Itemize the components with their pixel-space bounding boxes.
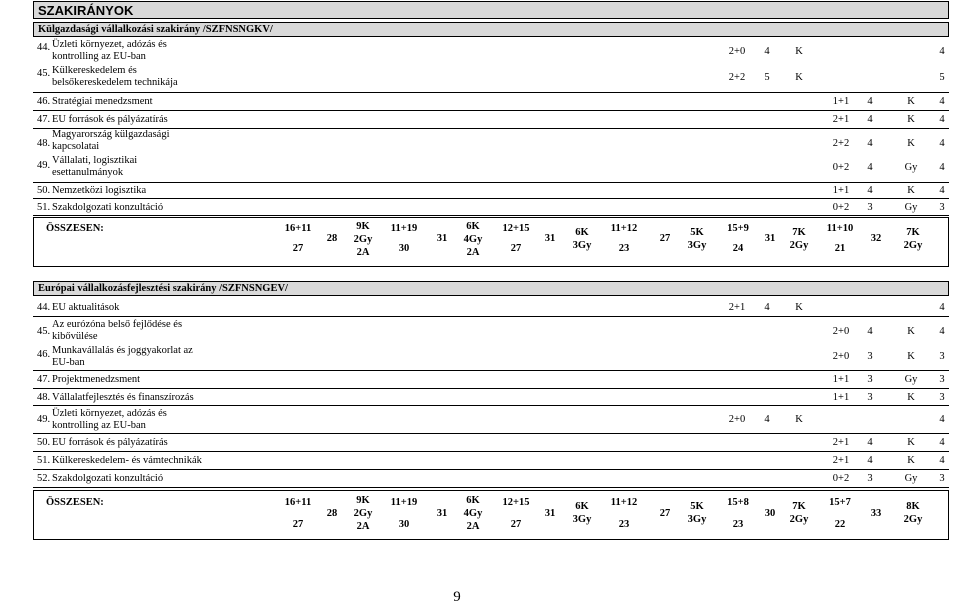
total-value: 8K [906, 501, 920, 512]
total-value: 2Gy [789, 240, 809, 251]
row-credit-total: 4 [939, 414, 945, 425]
row-divider [33, 487, 949, 488]
row-subject: EU források és pályázatírás [52, 114, 168, 125]
row-number: 51. [37, 202, 51, 213]
row-exam-type: K [907, 351, 915, 362]
row-number: 50. [37, 185, 51, 196]
total-value: 32 [870, 233, 882, 244]
row-credits: 3 [867, 392, 873, 403]
row-exam-type: K [907, 392, 915, 403]
total-value: 27 [659, 508, 671, 519]
row-credit-total: 4 [939, 302, 945, 313]
row-exam-type: Gy [904, 374, 918, 385]
row-exam-type: K [907, 437, 915, 448]
row-credit-total: 4 [939, 162, 945, 173]
total-value: 28 [326, 233, 338, 244]
row-hours: 2+0 [728, 46, 746, 57]
total-value: 11+12 [610, 497, 638, 508]
total-value: 7K [906, 227, 920, 238]
total-value: 4Gy [463, 234, 483, 245]
total-value: 2Gy [903, 240, 923, 251]
total-value: 2Gy [353, 234, 373, 245]
total-value: 6K [466, 495, 480, 506]
total-value: 9K [356, 495, 370, 506]
row-hours: 2+0 [728, 414, 746, 425]
row-credits: 4 [867, 455, 873, 466]
row-credits: 3 [867, 202, 873, 213]
row-hours: 2+1 [832, 437, 850, 448]
row-credit-total: 4 [939, 455, 945, 466]
row-number: 52. [37, 473, 51, 484]
row-exam-type: K [907, 114, 915, 125]
row-exam-type: K [795, 414, 803, 425]
total-value: 9K [356, 221, 370, 232]
total-value: 27 [510, 519, 522, 530]
total-value: 31 [436, 233, 448, 244]
row-credits: 4 [867, 326, 873, 337]
row-credit-total: 4 [939, 46, 945, 57]
total-value: 31 [544, 233, 556, 244]
row-credit-total: 4 [939, 138, 945, 149]
row-number: 46. [37, 349, 51, 360]
row-subject: EU aktualitások [52, 302, 120, 313]
row-number: 49. [37, 414, 51, 425]
row-exam-type: Gy [904, 202, 918, 213]
row-hours: 2+2 [832, 138, 850, 149]
row-subject: EU források és pályázatírás [52, 437, 168, 448]
section-1-header: Külgazdasági vállalkozási szakirány /SZFNSNGKV/ [33, 22, 949, 37]
total-value: 24 [732, 243, 744, 254]
row-credits: 4 [764, 302, 770, 313]
page-title: SZAKIRÁNYOK [33, 1, 949, 19]
row-exam-type: K [907, 326, 915, 337]
total-value: 15+9 [727, 223, 749, 234]
row-subject: Szakdolgozati konzultáció [52, 202, 164, 213]
row-divider [33, 433, 949, 434]
row-hours: 1+1 [832, 374, 850, 385]
row-exam-type: K [907, 138, 915, 149]
row-subject: Munkavállalás és joggyakorlat az EU-ban [52, 345, 193, 368]
row-divider [33, 92, 949, 93]
row-credits: 3 [867, 351, 873, 362]
row-hours: 2+2 [728, 72, 746, 83]
row-subject: Vállalatfejlesztés és finanszírozás [52, 392, 194, 403]
row-hours: 2+0 [832, 326, 850, 337]
total-value: 27 [510, 243, 522, 254]
total-value: 2A [356, 521, 370, 532]
total-value: 2Gy [903, 514, 923, 525]
row-credits: 4 [867, 114, 873, 125]
row-subject: Nemzetközi logisztika [52, 185, 147, 196]
row-number: 45. [37, 326, 51, 337]
page-number: 9 [453, 589, 461, 605]
row-number: 51. [37, 455, 51, 466]
row-exam-type: K [795, 46, 803, 57]
row-credits: 5 [764, 72, 770, 83]
total-value: 11+19 [390, 497, 418, 508]
total-value: 11+19 [390, 223, 418, 234]
row-credits: 3 [867, 374, 873, 385]
row-credits: 4 [867, 162, 873, 173]
row-credits: 4 [867, 138, 873, 149]
row-divider [33, 215, 949, 216]
total-label: ÖSSZESEN: [46, 223, 104, 234]
total-label: ÖSSZESEN: [46, 497, 104, 508]
row-divider [33, 469, 949, 470]
row-number: 50. [37, 437, 51, 448]
row-subject: Üzleti környezet, adózás és kontrolling az EU-ban [52, 39, 167, 62]
total-value: 28 [326, 508, 338, 519]
total-value: 5K [690, 227, 704, 238]
row-exam-type: K [795, 302, 803, 313]
total-value: 16+11 [284, 497, 312, 508]
total-value: 3Gy [572, 514, 592, 525]
row-divider [33, 198, 949, 199]
row-divider [33, 316, 949, 317]
row-number: 48. [37, 138, 51, 149]
row-credit-total: 3 [939, 374, 945, 385]
total-value: 33 [870, 508, 882, 519]
total-value: 7K [792, 501, 806, 512]
total-value: 31 [436, 508, 448, 519]
row-divider [33, 182, 949, 183]
row-divider [33, 128, 949, 129]
row-credit-total: 4 [939, 114, 945, 125]
row-divider [33, 451, 949, 452]
row-credits: 4 [867, 185, 873, 196]
total-value: 31 [764, 233, 776, 244]
row-divider [33, 405, 949, 406]
total-value: 3Gy [572, 240, 592, 251]
total-value: 11+10 [826, 223, 854, 234]
total-value: 27 [292, 243, 304, 254]
row-credit-total: 3 [939, 473, 945, 484]
row-number: 44. [37, 42, 51, 53]
total-value: 27 [292, 519, 304, 530]
total-value: 23 [732, 519, 744, 530]
row-credit-total: 3 [939, 351, 945, 362]
row-number: 47. [37, 374, 51, 385]
row-credit-total: 3 [939, 392, 945, 403]
total-value: 31 [544, 508, 556, 519]
row-hours: 1+1 [832, 185, 850, 196]
row-credits: 4 [867, 96, 873, 107]
total-value: 3Gy [687, 240, 707, 251]
row-number: 47. [37, 114, 51, 125]
row-exam-type: Gy [904, 162, 918, 173]
row-exam-type: K [907, 96, 915, 107]
row-credit-total: 4 [939, 326, 945, 337]
section-2-header: Európai vállalkozásfejlesztési szakirány /SZFNSNGEV/ [33, 281, 949, 296]
row-subject: Projektmenedzsment [52, 374, 141, 385]
total-value: 16+11 [284, 223, 312, 234]
row-hours: 1+1 [832, 392, 850, 403]
row-divider [33, 388, 949, 389]
row-credit-total: 4 [939, 185, 945, 196]
total-value: 5K [690, 501, 704, 512]
row-subject: Vállalati, logisztikai esettanulmányok [52, 155, 138, 178]
row-number: 44. [37, 302, 51, 313]
row-credit-total: 5 [939, 72, 945, 83]
row-credits: 4 [764, 46, 770, 57]
total-value: 15+8 [727, 497, 749, 508]
total-value: 2A [466, 247, 480, 258]
total-value: 2Gy [789, 514, 809, 525]
row-credits: 4 [867, 437, 873, 448]
row-credits: 3 [867, 473, 873, 484]
row-subject: Szakdolgozati konzultáció [52, 473, 164, 484]
total-value: 7K [792, 227, 806, 238]
total-value: 30 [764, 508, 776, 519]
total-value: 2A [356, 247, 370, 258]
row-credits: 4 [764, 414, 770, 425]
total-value: 23 [618, 243, 630, 254]
total-value: 3Gy [687, 514, 707, 525]
row-divider [33, 110, 949, 111]
total-value: 23 [618, 519, 630, 530]
row-hours: 0+2 [832, 202, 850, 213]
row-exam-type: K [795, 72, 803, 83]
row-exam-type: Gy [904, 473, 918, 484]
total-value: 21 [834, 243, 846, 254]
row-hours: 2+0 [832, 351, 850, 362]
total-value: 6K [575, 501, 589, 512]
row-hours: 2+1 [832, 114, 850, 125]
total-value: 12+15 [502, 497, 530, 508]
row-hours: 2+1 [728, 302, 746, 313]
total-value: 6K [575, 227, 589, 238]
total-value: 6K [466, 221, 480, 232]
row-number: 48. [37, 392, 51, 403]
row-subject: Magyarország külgazdasági kapcsolatai [52, 129, 170, 152]
row-credit-total: 4 [939, 437, 945, 448]
total-value: 2A [466, 521, 480, 532]
row-number: 49. [37, 160, 51, 171]
row-number: 45. [37, 68, 51, 79]
row-number: 46. [37, 96, 51, 107]
total-value: 11+12 [610, 223, 638, 234]
row-hours: 2+1 [832, 455, 850, 466]
total-value: 30 [398, 519, 410, 530]
row-subject: Az eurózóna belső fejlődése és kibővülése [52, 319, 183, 342]
row-exam-type: K [907, 185, 915, 196]
total-value: 12+15 [502, 223, 530, 234]
row-credit-total: 3 [939, 202, 945, 213]
row-exam-type: K [907, 455, 915, 466]
row-hours: 0+2 [832, 473, 850, 484]
total-value: 15+7 [829, 497, 851, 508]
row-subject: Külkereskedelem- és vámtechnikák [52, 455, 202, 466]
row-subject: Stratégiai menedzsment [52, 96, 153, 107]
row-subject: Külkereskedelem és belsőkereskedelem technikája [52, 65, 178, 88]
row-divider [33, 370, 949, 371]
row-credit-total: 4 [939, 96, 945, 107]
total-value: 22 [834, 519, 846, 530]
total-value: 27 [659, 233, 671, 244]
total-value: 30 [398, 243, 410, 254]
row-subject: Üzleti környezet, adózás és kontrolling az EU-ban [52, 408, 167, 431]
total-value: 2Gy [353, 508, 373, 519]
row-hours: 1+1 [832, 96, 850, 107]
total-value: 4Gy [463, 508, 483, 519]
row-hours: 0+2 [832, 162, 850, 173]
